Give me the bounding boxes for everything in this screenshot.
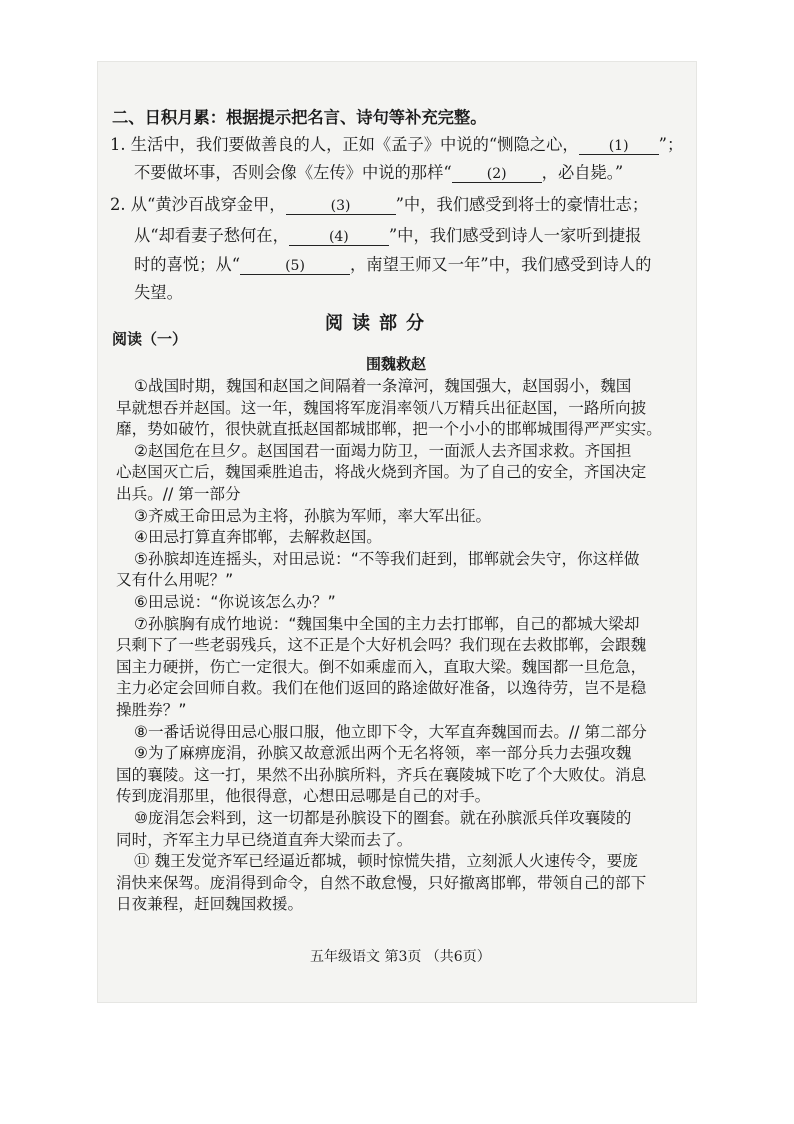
story-line: ⑥田忌说：“你说该怎么办？” [134, 593, 336, 611]
q2-line1-text: 2. 从“黄沙百战穿金甲， [110, 195, 286, 214]
reading-section-title: 阅读部分 [325, 313, 433, 334]
reading-part-label: 阅读（一） [112, 330, 188, 348]
story-line: 出兵。// 第一部分 [116, 485, 241, 503]
blank-2[interactable]: (2) [452, 166, 542, 183]
question-2-line-3 [134, 255, 651, 275]
q2-line2-text: 从“却看妻子愁何在， [134, 226, 289, 245]
blank-1[interactable]: (1) [579, 138, 659, 155]
section2-heading: 二、日积月累：根据提示把名言、诗句等补充完整。 [112, 108, 487, 127]
q1-line2-end: ，必自毙。” [541, 163, 624, 182]
story-line: ③齐威王命田忌为主将，孙膑为军师，率大军出征。 [134, 506, 492, 525]
question-2-line-2 [134, 226, 641, 246]
story-line: 同时，齐军主力早已绕道直奔大梁而去了。 [116, 830, 413, 849]
blank-4[interactable]: (4) [289, 229, 389, 246]
story-title: 围魏救赵 [366, 355, 427, 373]
story-line: 传到庞涓那里，他很得意，心想田忌哪是自己的对手。 [116, 787, 491, 806]
story-line: 主力必定会回师自救。我们在他们返回的路途做好准备，以逸待劳，岂不是稳 [116, 679, 647, 698]
blank-5[interactable]: (5) [240, 258, 350, 275]
q1-line1-text: 1. 生活中，我们要做善良的人，正如《孟子》中说的“恻隐之心， [110, 135, 579, 154]
story-line: ①战国时期，魏国和赵国之间隔着一条漳河，魏国强大，赵国弱小，魏国 [134, 377, 632, 395]
story-line: ⑩庞涓怎会料到，这一切都是孙膑设下的圈套。就在孙膑派兵佯攻襄陵的 [134, 809, 632, 827]
question-1-line-2 [134, 163, 623, 183]
story-line: ⑧一番话说得田忌心服口服，他立即下令，大军直奔魏国而去。// 第二部分 [134, 722, 647, 741]
question-1-line-1 [110, 135, 683, 155]
story-line: 操胜券？” [116, 701, 187, 719]
story-line: 国的襄陵。这一打，果然不出孙膑所料，齐兵在襄陵城下吃了个大败仗。消息 [116, 765, 647, 784]
q2-line1-end: ”中，我们感受到将士的豪情壮志； [395, 195, 649, 214]
story-line: 早就想吞并赵国。这一年，魏国将军庞涓率领八万精兵出征赵国，一路所向披 [116, 398, 647, 417]
story-line: ②赵国危在旦夕。赵国国君一面竭力防卫，一面派人去齐国求救。齐国担 [134, 441, 632, 460]
page-footer: 五年级语文 第3页 （共6页） [310, 949, 491, 965]
q1-line2-text: 不要做坏事，否则会像《左传》中说的那样“ [134, 163, 452, 182]
q2-line3-text: 时的喜悦；从“ [134, 255, 241, 274]
blank-3[interactable]: (3) [286, 198, 396, 215]
story-line: 又有什么用呢？” [116, 571, 234, 590]
story-line: 只剩下了一些老弱残兵，这不正是个大好机会吗？我们现在去救邯郸，会跟魏 [116, 636, 647, 655]
story-line: ⑦孙膑胸有成竹地说：“魏国集中全国的主力去打邯郸，自己的都城大梁却 [134, 614, 640, 633]
q2-line3-end: ，南望王师又一年”中，我们感受到诗人的 [350, 255, 652, 274]
story-line: 国主力硬拼，伤亡一定很大。倒不如乘虚而入，直取大梁。魏国都一旦危急， [116, 657, 647, 676]
story-line: 靡，势如破竹，很快就直抵赵国都城邯郸，把一个小小的邯郸城围得严严实实。 [116, 420, 662, 439]
question-2-line-4: 失望。 [134, 283, 183, 302]
story-line: ⑨为了麻痹庞涓，孙膑又故意派出两个无名将领，率一部分兵力去强攻魏 [134, 744, 632, 763]
story-line: 心赵国灭亡后，魏国乘胜追击，将战火烧到齐国。为了自己的安全，齐国决定 [116, 463, 647, 482]
q2-line2-end: ”中，我们感受到诗人一家听到捷报 [388, 226, 642, 245]
story-line: ⑤孙膑却连连摇头，对田忌说：“不等我们赶到，邯郸就会失守，你这样做 [134, 549, 640, 568]
question-2-line-1 [110, 195, 648, 215]
q1-line1-end: ”； [658, 135, 684, 154]
story-line: ⑪ 魏王发觉齐军已经逼近都城，顿时惊慌失措，立刻派人火速传令，要庞 [134, 852, 638, 871]
story-line: 涓快来保驾。庞涓得到命令，自然不敢怠慢，只好撤离邯郸，带领自己的部下 [116, 873, 647, 892]
story-line: ④田忌打算直奔邯郸，去解救赵国。 [134, 528, 382, 547]
story-line: 日夜兼程，赶回魏国救援。 [116, 895, 304, 914]
